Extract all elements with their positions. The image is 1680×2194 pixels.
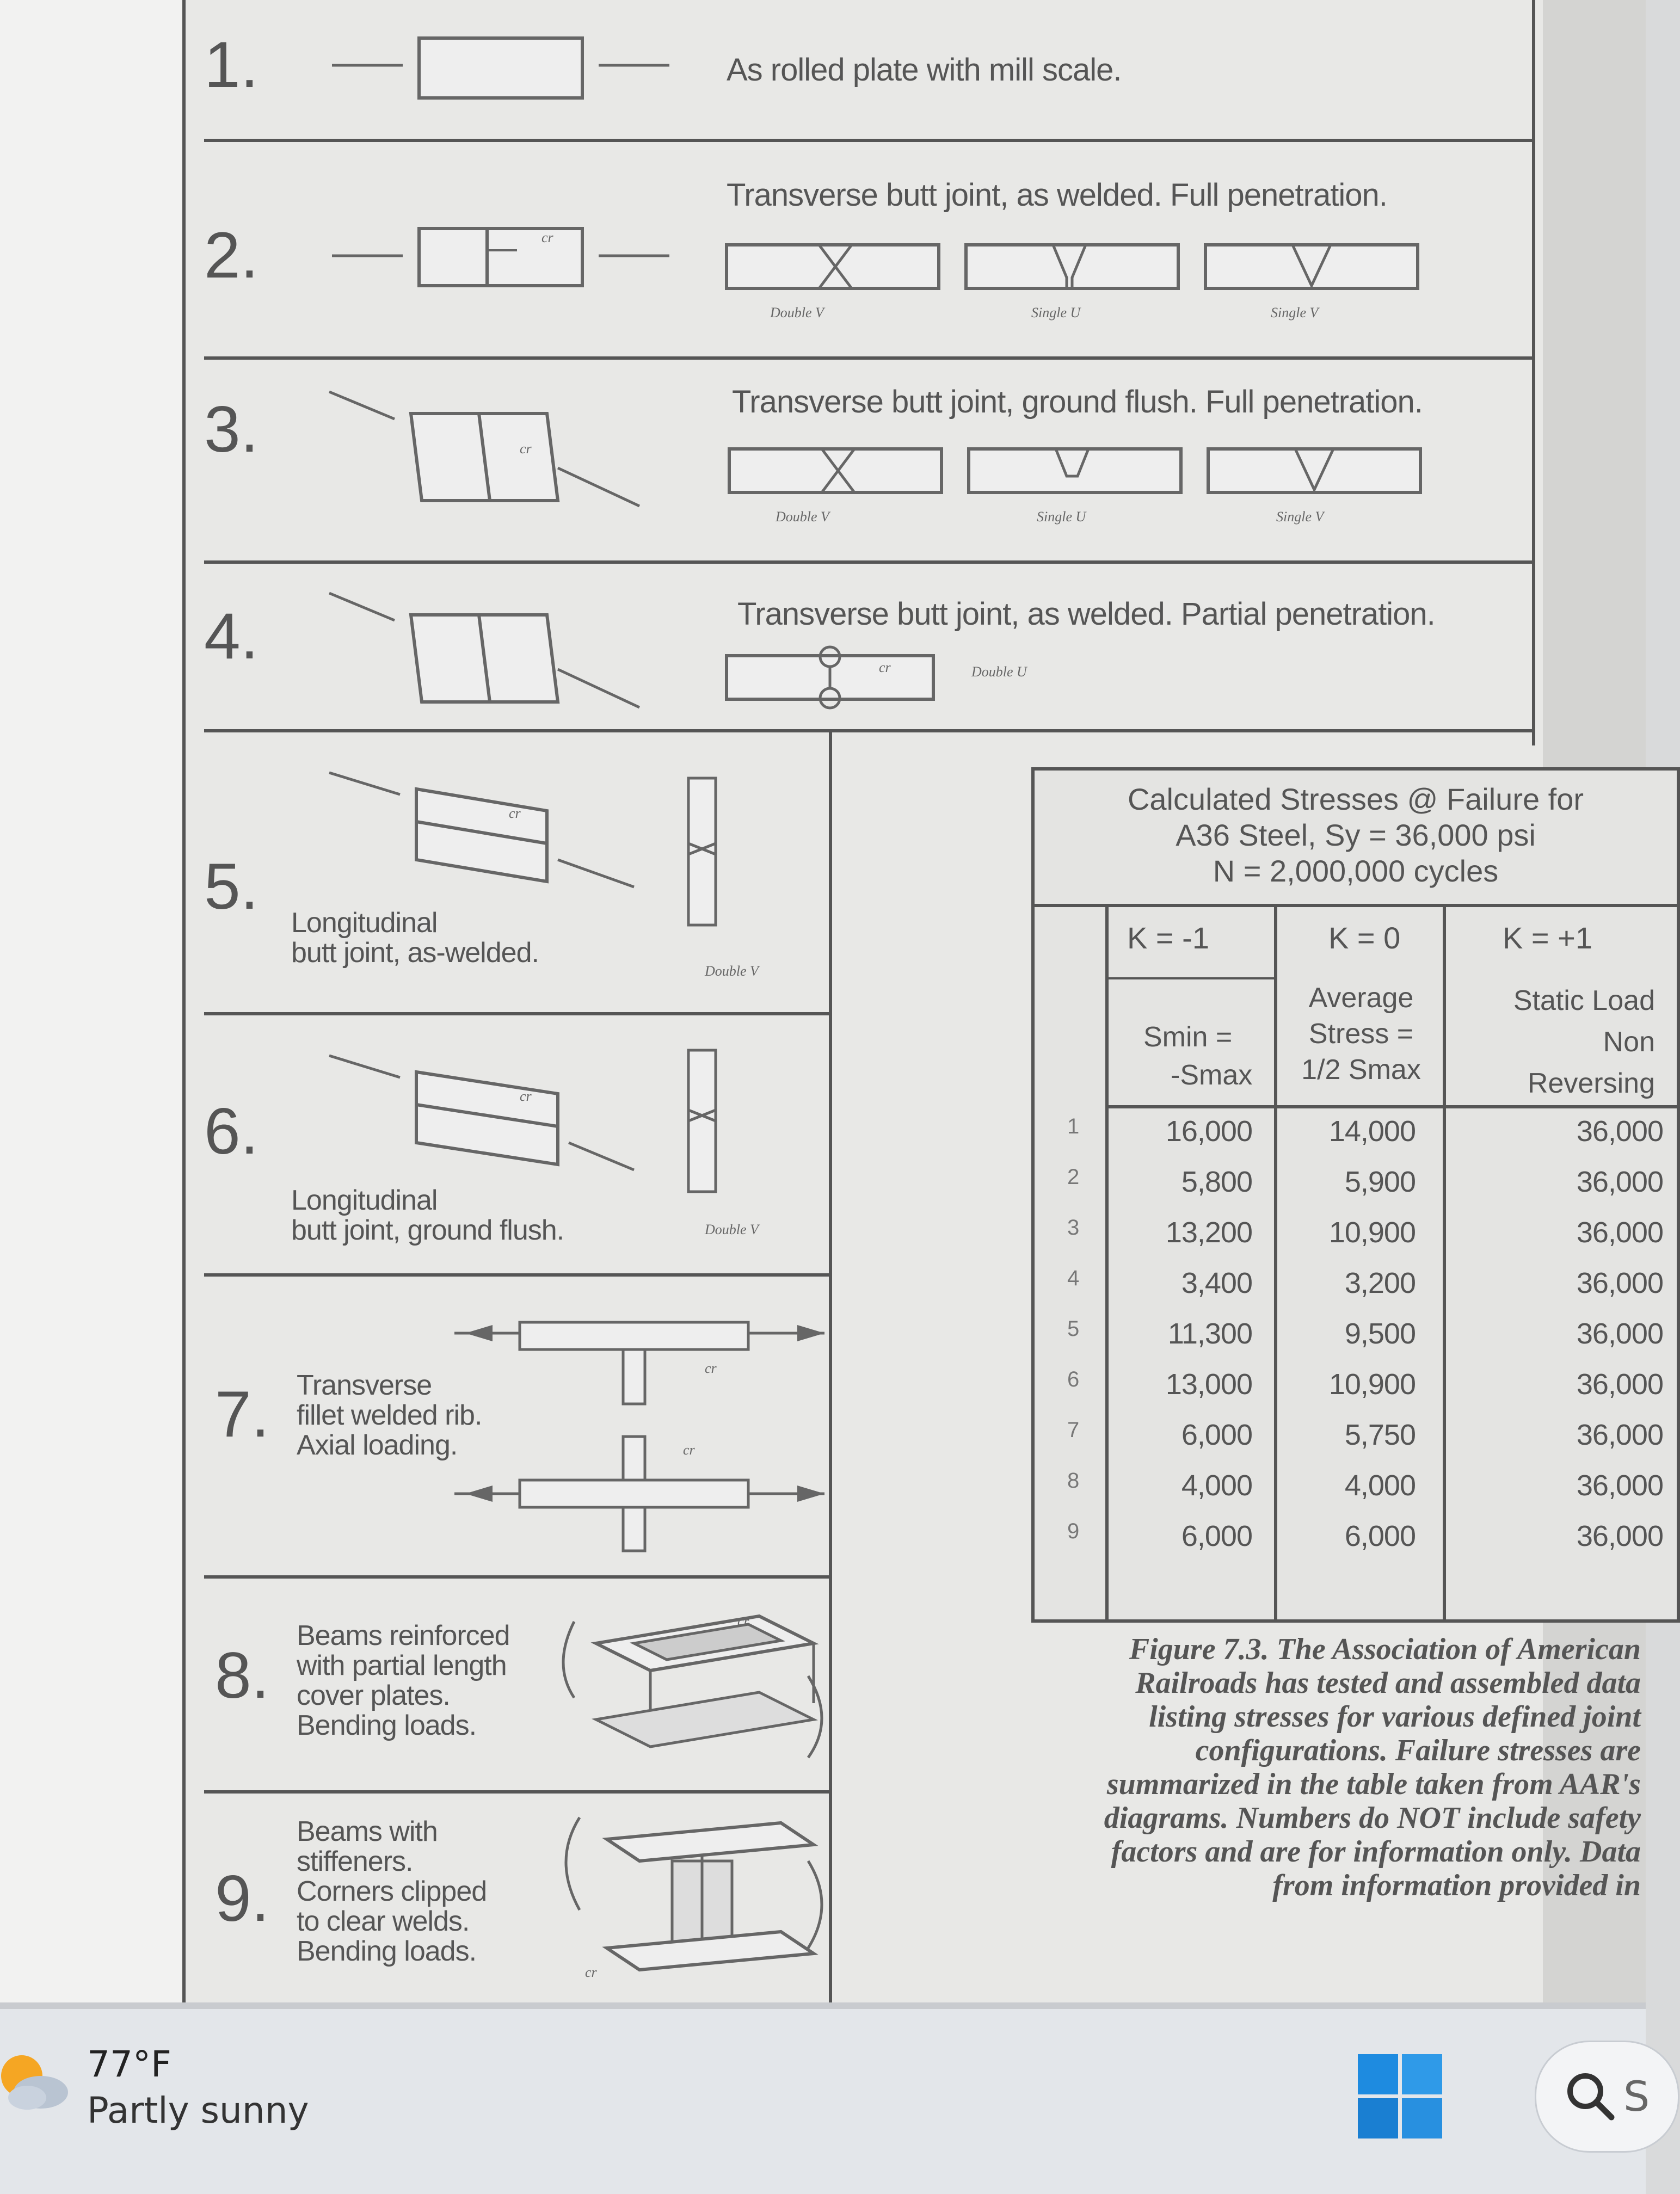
col2-sub-line: Stress = xyxy=(1308,1018,1414,1050)
row-caption-7-line1: Transverse xyxy=(297,1370,432,1401)
table-row-index: 8 xyxy=(1067,1469,1080,1493)
row-divider xyxy=(204,1273,830,1277)
table-row-index: 2 xyxy=(1067,1165,1080,1189)
table-cell-k-minus-1: 13,000 xyxy=(1165,1368,1252,1401)
longitudinal-joint-diagram-5 xyxy=(329,762,819,925)
table-cell-k-0: 3,200 xyxy=(1344,1267,1416,1299)
weld-label: Double V xyxy=(705,963,759,979)
table-row-index: 6 xyxy=(1067,1367,1080,1391)
row-number-3: 3. xyxy=(204,393,259,466)
table-cell-k-minus-1: 5,800 xyxy=(1181,1166,1252,1198)
search-icon xyxy=(1564,2069,1618,2124)
row-caption-9-line4: to clear welds. xyxy=(297,1906,470,1937)
weld-label: Double V xyxy=(705,1222,759,1237)
table-cell-k-plus-1: 36,000 xyxy=(1576,1216,1663,1249)
table-title xyxy=(1035,781,1677,889)
row-divider xyxy=(204,729,1532,732)
row-divider xyxy=(204,560,1532,564)
weld-sections-2 xyxy=(727,245,1641,299)
table-rule xyxy=(1105,904,1109,1619)
frame-right xyxy=(1532,0,1535,745)
cr-mark: cr xyxy=(520,1088,532,1104)
col2-sub-line: 1/2 Smax xyxy=(1301,1054,1421,1086)
document-page xyxy=(182,0,1663,2002)
row-caption-6-line2: butt joint, ground flush. xyxy=(291,1215,564,1246)
table-row-index: 5 xyxy=(1067,1317,1080,1341)
col-head-k-0: K = 0 xyxy=(1328,921,1401,955)
weld-label: Double V xyxy=(776,509,829,525)
table-row-index: 7 xyxy=(1067,1418,1080,1442)
row-divider xyxy=(204,1575,830,1579)
row-caption-8-line2: with partial length xyxy=(297,1650,507,1681)
col1-sub-line: -Smax xyxy=(1171,1059,1253,1091)
table-cell-k-0: 10,900 xyxy=(1328,1216,1416,1249)
table-cell-k-minus-1: 6,000 xyxy=(1181,1419,1252,1451)
table-cell-k-plus-1: 36,000 xyxy=(1576,1469,1663,1502)
weld-sections-3 xyxy=(729,449,1644,503)
table-cell-k-minus-1: 3,400 xyxy=(1181,1267,1252,1299)
cr-mark: cr xyxy=(683,1442,695,1458)
weld-label: Double V xyxy=(770,305,824,321)
table-rule xyxy=(1443,904,1446,1619)
frame-left xyxy=(182,0,186,2002)
table-row-index: 4 xyxy=(1067,1266,1080,1290)
col2-sub xyxy=(1285,980,1437,1088)
col3-sub-line: Non xyxy=(1603,1026,1655,1058)
row-caption-8-line4: Bending loads. xyxy=(297,1710,477,1741)
col1-sub-line: Smin = xyxy=(1143,1021,1233,1053)
table-cell-k-minus-1: 6,000 xyxy=(1181,1520,1252,1552)
search-box[interactable] xyxy=(1535,2041,1679,2153)
table-title-line: Calculated Stresses @ Failure for xyxy=(1127,782,1584,816)
col-head-k-minus-1: K = -1 xyxy=(1127,921,1209,955)
row-caption-3: Transverse butt joint, ground flush. Full penetration. xyxy=(732,384,1423,420)
weld-section-4 xyxy=(727,650,1107,716)
table-cell-k-minus-1: 11,300 xyxy=(1167,1317,1252,1350)
table-cell-k-0: 14,000 xyxy=(1328,1115,1416,1148)
table-cell-k-plus-1: 36,000 xyxy=(1576,1267,1663,1299)
table-title-line: N = 2,000,000 cycles xyxy=(1213,854,1499,888)
table-cell-k-minus-1: 16,000 xyxy=(1165,1115,1252,1148)
weather-temperature[interactable]: 77°F xyxy=(87,2043,171,2085)
row-caption-8-line3: cover plates. xyxy=(297,1680,450,1711)
table-cell-k-plus-1: 36,000 xyxy=(1576,1317,1663,1350)
row-caption-8-line1: Beams reinforced xyxy=(297,1620,510,1651)
row-caption-9-line2: stiffeners. xyxy=(297,1846,413,1877)
longitudinal-joint-diagram-6 xyxy=(329,1045,819,1208)
row-caption-4: Transverse butt joint, as welded. Partial penetration. xyxy=(737,596,1435,632)
fillet-rib-diagram-7 xyxy=(454,1306,835,1567)
col-head-k-plus-1: K = +1 xyxy=(1503,921,1593,955)
row-number-2: 2. xyxy=(204,219,259,292)
row-divider xyxy=(204,1012,830,1015)
table-cell-k-0: 4,000 xyxy=(1344,1469,1416,1502)
row-caption-1: As rolled plate with mill scale. xyxy=(727,52,1122,88)
taskbar xyxy=(0,2002,1650,2194)
table-cell-k-plus-1: 36,000 xyxy=(1576,1368,1663,1401)
table-row-index: 1 xyxy=(1067,1114,1080,1138)
row-caption-5-line2: butt joint, as-welded. xyxy=(291,937,539,969)
row-caption-7-line2: fillet welded rib. xyxy=(297,1400,482,1431)
stress-table xyxy=(1031,767,1680,1623)
partly-sunny-icon[interactable] xyxy=(0,2046,71,2117)
table-row-index: 3 xyxy=(1067,1216,1080,1240)
row-caption-9-line1: Beams with xyxy=(297,1816,438,1847)
cr-mark: cr xyxy=(520,441,532,457)
table-cell-k-0: 5,750 xyxy=(1344,1419,1416,1451)
table-cell-k-plus-1: 36,000 xyxy=(1576,1115,1663,1148)
col3-sub xyxy=(1448,980,1655,1104)
cr-mark: cr xyxy=(509,805,521,821)
table-cell-k-0: 6,000 xyxy=(1344,1520,1416,1552)
row-caption-9-line3: Corners clipped xyxy=(297,1876,487,1907)
page-left-margin xyxy=(0,0,182,2002)
cr-mark: cr xyxy=(585,1964,597,1980)
table-rule xyxy=(1274,904,1277,1619)
row-caption-7-line3: Axial loading. xyxy=(297,1429,458,1461)
cr-mark: cr xyxy=(737,1613,749,1629)
taskbar-top-edge xyxy=(0,2002,1646,2009)
table-cell-k-0: 10,900 xyxy=(1328,1368,1416,1401)
row-divider xyxy=(204,356,1532,360)
table-cell-k-minus-1: 4,000 xyxy=(1181,1469,1252,1502)
figure-caption: Figure 7.3. The Association of American Railroads has tested and assembled data listing stresses for various defined joint configurations. Failure stresses are summarized in the table taken from AAR's diagrams. Numbers do NOT include safety factors and are for information only. Data from information provided in xyxy=(1104,1632,1641,1902)
row-caption-5-line1: Longitudinal xyxy=(291,907,438,939)
row-number-9: 9. xyxy=(215,1862,270,1935)
row-caption-9-line5: Bending loads. xyxy=(297,1936,477,1967)
search-placeholder: S xyxy=(1623,2072,1650,2121)
table-cell-k-plus-1: 36,000 xyxy=(1576,1166,1663,1198)
row-number-8: 8. xyxy=(215,1639,270,1712)
row-number-4: 4. xyxy=(204,600,259,673)
row-number-6: 6. xyxy=(204,1095,259,1168)
row-caption-6-line1: Longitudinal xyxy=(291,1185,438,1216)
weld-label: Single V xyxy=(1271,305,1319,321)
weld-label: Single U xyxy=(1037,509,1086,525)
col3-sub-line: Static Load xyxy=(1513,985,1655,1016)
weld-label: Double U xyxy=(971,664,1027,680)
table-row-index: 9 xyxy=(1067,1519,1080,1543)
table-rule xyxy=(1108,977,1274,979)
weather-condition[interactable]: Partly sunny xyxy=(87,2090,309,2131)
weld-label: Single V xyxy=(1276,509,1324,525)
table-cell-k-minus-1: 13,200 xyxy=(1165,1216,1252,1249)
row-divider xyxy=(204,1790,830,1794)
stiffener-beam-diagram-9 xyxy=(552,1807,835,1986)
table-cell-k-0: 9,500 xyxy=(1344,1317,1416,1350)
row-number-5: 5. xyxy=(204,850,259,923)
col2-sub-line: Average xyxy=(1308,982,1414,1014)
row-number-7: 7. xyxy=(215,1378,270,1451)
table-rule xyxy=(1035,904,1677,907)
cr-mark: cr xyxy=(541,230,553,245)
table-cell-k-plus-1: 36,000 xyxy=(1576,1520,1663,1552)
row-divider xyxy=(204,139,1532,142)
row-number-1: 1. xyxy=(204,28,259,101)
windows-start-icon[interactable] xyxy=(1358,2054,1442,2138)
cr-mark: cr xyxy=(879,660,891,675)
weld-label: Single U xyxy=(1031,305,1081,321)
table-rule xyxy=(1108,1105,1677,1108)
col3-sub-line: Reversing xyxy=(1527,1068,1655,1099)
row-caption-2: Transverse butt joint, as welded. Full penetration. xyxy=(727,177,1387,213)
table-cell-k-0: 5,900 xyxy=(1344,1166,1416,1198)
table-title-line: A36 Steel, Sy = 36,000 psi xyxy=(1176,818,1536,852)
cr-mark: cr xyxy=(705,1360,717,1376)
cover-plate-beam-diagram-8 xyxy=(552,1611,835,1774)
table-cell-k-plus-1: 36,000 xyxy=(1576,1419,1663,1451)
